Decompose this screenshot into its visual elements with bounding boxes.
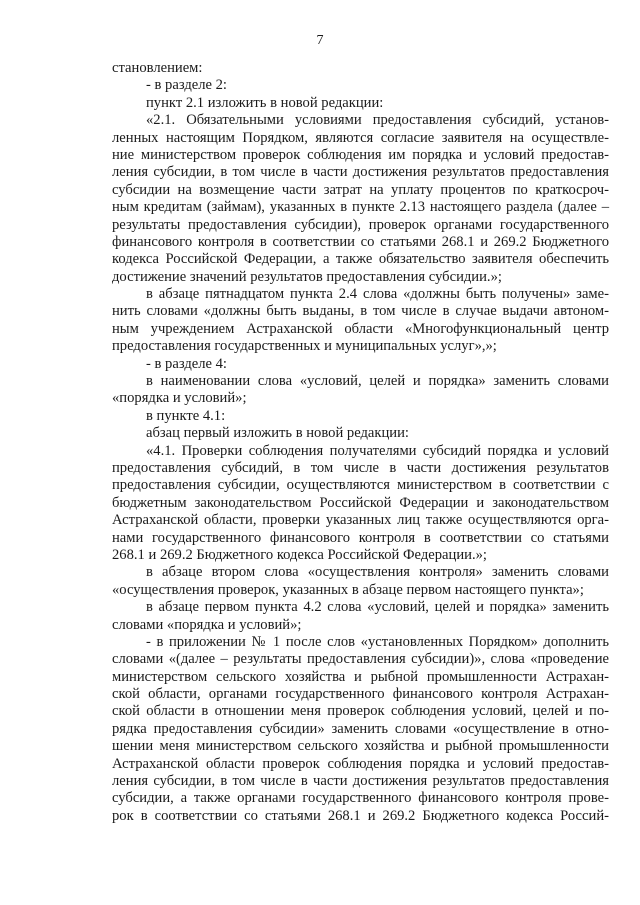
text-line: становлением: [112, 60, 203, 76]
text-line: нами государственного финансового контроля в соответствии со статьями [112, 529, 609, 546]
page-number: 7 [316, 33, 324, 48]
text-line: ления субсидии, в том числе в части достижения результатов предоставления [112, 164, 609, 181]
text-line: субсидии на возмещение части затрат на уплату процентов по краткосроч- [112, 181, 609, 198]
text-line: нить словами «должны быть выданы, в том числе в случае выдачи автоном- [112, 303, 609, 320]
text-line: министерством сельского хозяйства и рыбной промышленности Астрахан- [112, 668, 609, 685]
text-line: «4.1. Проверки соблюдения получателями субсидий порядка и условий [146, 442, 609, 459]
text-line: - в разделе 2: [146, 77, 227, 94]
document-body [112, 60, 609, 825]
text-line: результаты предоставления субсидии), проверок органами государственного [112, 216, 609, 233]
text-line: предоставления государственных и муниципальных услуг»,»; [112, 338, 497, 355]
text-line: предоставления субсидий, в том числе в части достижения результатов [112, 459, 609, 476]
text-line: Астраханской области, проверки указанных лиц также осуществляются орга- [112, 512, 609, 529]
text-line: «2.1. Обязательными условиями предоставления субсидий, установ- [146, 112, 609, 129]
text-line: достижение значений результатов предоставления субсидии.»; [112, 268, 502, 285]
text-line: ской области, органами государственного финансового контроля Астрахан- [112, 686, 609, 703]
text-line: субсидии, а также органами государственного финансового контроля прове- [112, 790, 609, 807]
text-line: ленных настоящим Порядком, являются согласие заявителя на осуществле- [112, 129, 609, 146]
text-line: кодекса Российской Федерации, а также обязательство заявителя обеспечить [112, 251, 609, 268]
text-line: словами «(далее – результаты предоставления субсидии)», слова «проведение [112, 651, 609, 668]
text-line: ным учреждением Астраханской области «Многофункциональный центр [112, 320, 609, 337]
text-line: Астраханской области проверок соблюдения порядка и условий предостав- [112, 755, 609, 772]
text-line: словами «порядка и условий»; [112, 616, 302, 633]
text-line: ние министерством проверок соблюдения им порядка и условий предостав- [112, 146, 609, 163]
text-line: ным кредитам (займам), указанных в пункте 2.13 настоящего раздела (далее – [112, 199, 609, 216]
text-line: рядка предоставления субсидии» заменить словами «осуществление в отно- [112, 720, 609, 737]
text-line: - в приложении № 1 после слов «установленных Порядком» дополнить [146, 633, 609, 650]
text-line: шении меня министерством сельского хозяйства и рыбной промышленности [112, 738, 609, 755]
text-line: в абзаце пятнадцатом пункта 2.4 слова «должны быть получены» заме- [146, 286, 609, 303]
text-line: финансового контроля в соответствии со статьями 268.1 и 269.2 Бюджетного [112, 233, 609, 250]
text-line: ления субсидии, в том числе в части достижения результатов предоставления [112, 773, 609, 790]
text-line: «порядка и условий»; [112, 390, 247, 407]
text-line: пункт 2.1 изложить в новой редакции: [146, 94, 384, 111]
text-line: в наименовании слова «условий, целей и порядка» заменить словами [146, 373, 609, 390]
text-line: ской области в отношении меня проверок соблюдения условий, целей и по- [112, 703, 609, 720]
text-line: в абзаце втором слова «осуществления контроля» заменить словами [146, 564, 609, 581]
text-line: бюджетным законодательством Российской Федерации и законодательством [112, 494, 609, 511]
text-line: в абзаце первом пункта 4.2 слова «условий, целей и порядка» заменить [146, 599, 609, 616]
text-line: предоставления субсидии, осуществляются министерством в соответствии с [112, 477, 609, 494]
text-line: абзац первый изложить в новой редакции: [146, 425, 409, 442]
text-line: рок в соответствии со статьями 268.1 и 269.2 Бюджетного кодекса Россий- [112, 807, 609, 824]
text-line: 268.1 и 269.2 Бюджетного кодекса Российской Федерации.»; [112, 546, 487, 563]
text-line: «осуществления проверок, указанных в абзаце первом настоящего пункта»; [112, 581, 584, 598]
text-line: в пункте 4.1: [146, 407, 226, 424]
text-line: - в разделе 4: [146, 355, 227, 372]
